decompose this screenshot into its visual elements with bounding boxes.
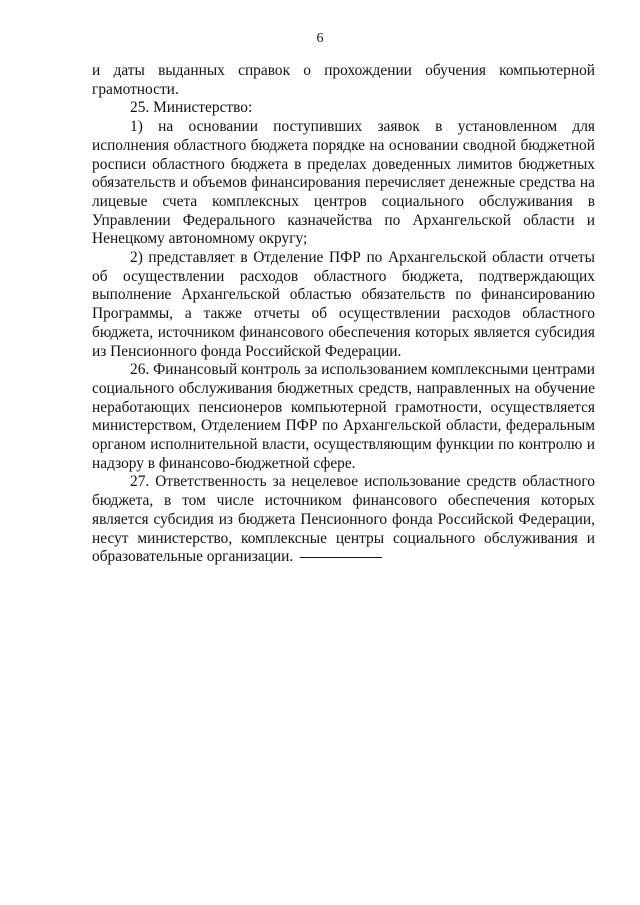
page-number: 6 <box>316 31 324 46</box>
paragraph-continuation: и даты выданных справок о прохождении обучения компьютерной грамотности. <box>92 62 595 98</box>
paragraph-26: 26. Финансовый контроль за использованием комплексными центрами социального обслуживания бюджетных средств, направленных на обучение неработающих пенсионеров компьютерной грамотности, осуществляется министерством, Отделением ПФР по Архангельской области, федеральным органом исполнительной власти, осуществляющим функции по контролю и надзору в финансово-бюджетной сфере. <box>92 361 595 472</box>
end-of-document-rule <box>300 557 382 558</box>
paragraph-25: 25. Министерство: <box>130 99 253 117</box>
paragraph-27: 27. Ответственность за нецелевое использование средств областного бюджета, в том числе источником финансового обеспечения которых является субсидия из бюджета Пенсионного фонда Российской Федерации, несут министерство, комплексные центры социального обслуживания и образовательные организации. <box>92 473 595 566</box>
paragraph-25-item-1: 1) на основании поступивших заявок в установленном для исполнения областного бюджета порядке на основании сводной бюджетной росписи областного бюджета в пределах доведенных лимитов бюджетных обязательств и объемов финансирования перечисляет денежные средства на лицевые счета комплексных центров социального обслуживания в Управлении Федерального казначейства по Архангельской области и Ненецкому автономному округу; <box>92 118 595 248</box>
paragraph-25-item-2: 2) представляет в Отделение ПФР по Архангельской области отчеты об осуществлении расходов областного бюджета, подтверждающих выполнение Архангельской областью обязательств по финансированию Программы, а также отчеты об осуществлении расходов областного бюджета, источником финансового обеспечения которых является субсидия из Пенсионного фонда Российской Федерации. <box>92 249 595 360</box>
document-body <box>92 62 595 567</box>
